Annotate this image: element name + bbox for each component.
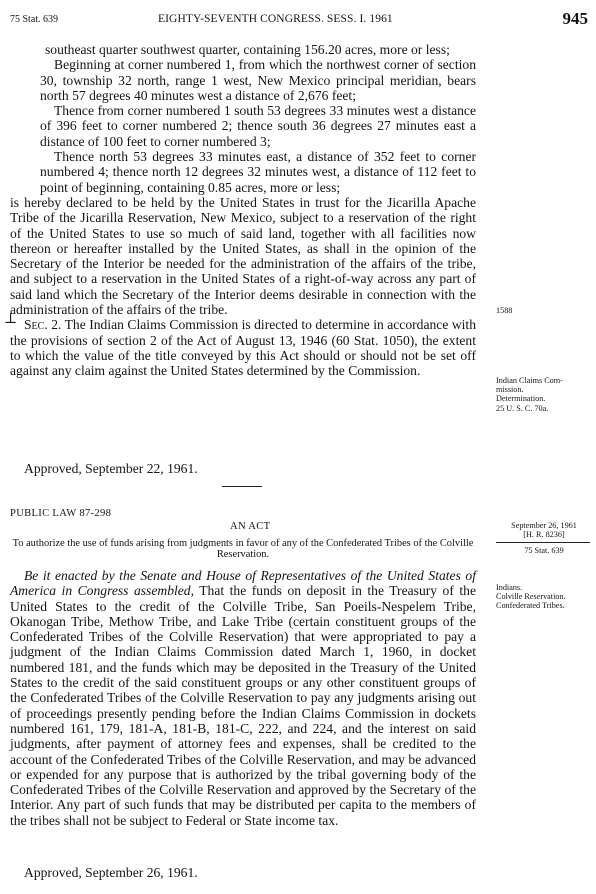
- an-act-heading: AN ACT: [230, 521, 271, 532]
- margin-rule: [496, 542, 590, 543]
- approved-line-1: Approved, September 22, 1961.: [24, 461, 198, 476]
- margin-indians-line-2: Colville Reservation.: [496, 592, 566, 602]
- margin-marker: ⊥: [4, 312, 18, 327]
- new-act-text: [10, 568, 476, 828]
- margin-date: September 26, 1961: [511, 521, 577, 530]
- metes-bounds-course-2: Thence north 53 degrees 33 minutes east, a distance of 352 feet to corner numbered 4; thence north 12 degrees 32 minutes west, a distance of 112 feet to point of beginning, containing 0.85 acres, more or less;: [40, 149, 476, 195]
- margin-claims-line-2: mission.: [496, 385, 524, 395]
- margin-claims-line-3: Determination.: [496, 394, 546, 404]
- section-2-text: The Indian Claims Commission is directed to determine in accordance with the provisions of section 2 of the Act of August 13, 1946 (60 Stat. 1050), the extent to which the value of the title conveyed by this Act should or should not be set off against any claim against the United States determined by the Commission.: [10, 317, 476, 379]
- act-title: To authorize the use of funds arising from judgments in favor of any of the Confederated Tribes of the Colville Reservation.: [12, 538, 474, 560]
- metes-bounds-course-1: Thence from corner numbered 1 south 53 degrees 33 minutes west a distance of 396 feet to corner numbered 2; thence south 36 degrees 27 minutes east a distance of 100 feet to corner numbered 3;: [40, 103, 476, 149]
- margin-date-bill: [496, 521, 592, 539]
- prior-act-text: [10, 42, 476, 379]
- enacting-clause: Be it enacted by the Senate and House of Representatives of the United States of America in Congress assembled,: [10, 568, 476, 599]
- running-header: [10, 11, 588, 29]
- margin-indians-line-1: Indians.: [496, 583, 523, 592]
- header-stat-citation: 75 Stat. 639: [10, 14, 59, 25]
- margin-bill: [H. R. 8236]: [523, 530, 565, 540]
- margin-stat: 75 Stat. 639: [524, 546, 564, 555]
- enacting-body: That the funds on deposit in the Treasury of the United States to the credit of the Colville Tribe, San Poeils-Nespelem Tribe, Okanogan Tribe, Methow Tribe, and Lake Tribe (certain constituent groups of the Confederated Tribes of the Colville Reservation) that were appropriated to pay a judgment of the Indian Claims Commission dated March 1, 1960, in docket numbered 181, and the funds which may be deposited in the Treasury of the United States to the credit of the said constituent groups or any other constituent groups of the Confederated Tribes of the Colville Reservation to pay any judgments arising out of proceedings presently pending before the Indian Claims Commission in dockets numbered 161, 179, 181-A, 181-B, 181-C, 222, and 224, and the interest on said judgments, after payment of attorney fees and expenses, shall be credited to the account of the Confederated Tribes of the Colville Reservation, and may be advanced or expended for any purpose that is authorized by the tribal governing body of the Confederated Tribes of the Colville Reservation and approved by the Secretary of the Interior. Any part of such funds that may be distributed per capita to the members of the tribes shall not be subject to Federal or State income tax.: [10, 583, 476, 828]
- margin-indians-line-3: Confederated Tribes.: [496, 601, 565, 611]
- header-congress-session: EIGHTY-SEVENTH CONGRESS. SESS. I. 1961: [158, 13, 393, 25]
- public-law-number: PUBLIC LAW 87-298: [10, 508, 112, 519]
- margin-note-1588: 1588: [496, 306, 513, 315]
- enacting-paragraph: [10, 568, 476, 828]
- land-description-end: southeast quarter southwest quarter, containing 156.20 acres, more or less;: [45, 42, 450, 57]
- margin-claims-line-1: Indian Claims Com-: [496, 376, 563, 385]
- section-divider: [222, 486, 262, 487]
- margin-claims-line-4: 25 U. S. C. 70a.: [496, 403, 549, 413]
- trust-declaration: is hereby declared to be held by the United States in trust for the Jicarilla Apache Tribe of the Jicarilla Reservation, New Mexico, subject to a reservation of the right of the United States to use so much of said land, together with all facilities now thereon or hereafter installed by the United States, as shall in the opinion of the Secretary of the Interior be needed for the administration of the affairs of the tribe, and subject to a reservation in the United States of a right-of-way across any part of said land which the Secretary of the Interior deems desirable in connection with the administration of the affairs of the tribe.: [10, 194, 476, 318]
- metes-bounds-start: Beginning at corner numbered 1, from which the northwest corner of section 30, township 32 north, range 1 west, New Mexico principal meridian, bears north 57 degrees 40 minutes west a distance of 2,676 feet;: [40, 57, 476, 103]
- margin-note-indians: [496, 583, 592, 611]
- margin-note-claims: [496, 376, 592, 413]
- approved-line-2: Approved, September 26, 1961.: [24, 865, 198, 880]
- page-number: 945: [562, 9, 588, 28]
- section-2-label: Sec. 2.: [24, 317, 62, 333]
- section-2: [10, 317, 476, 378]
